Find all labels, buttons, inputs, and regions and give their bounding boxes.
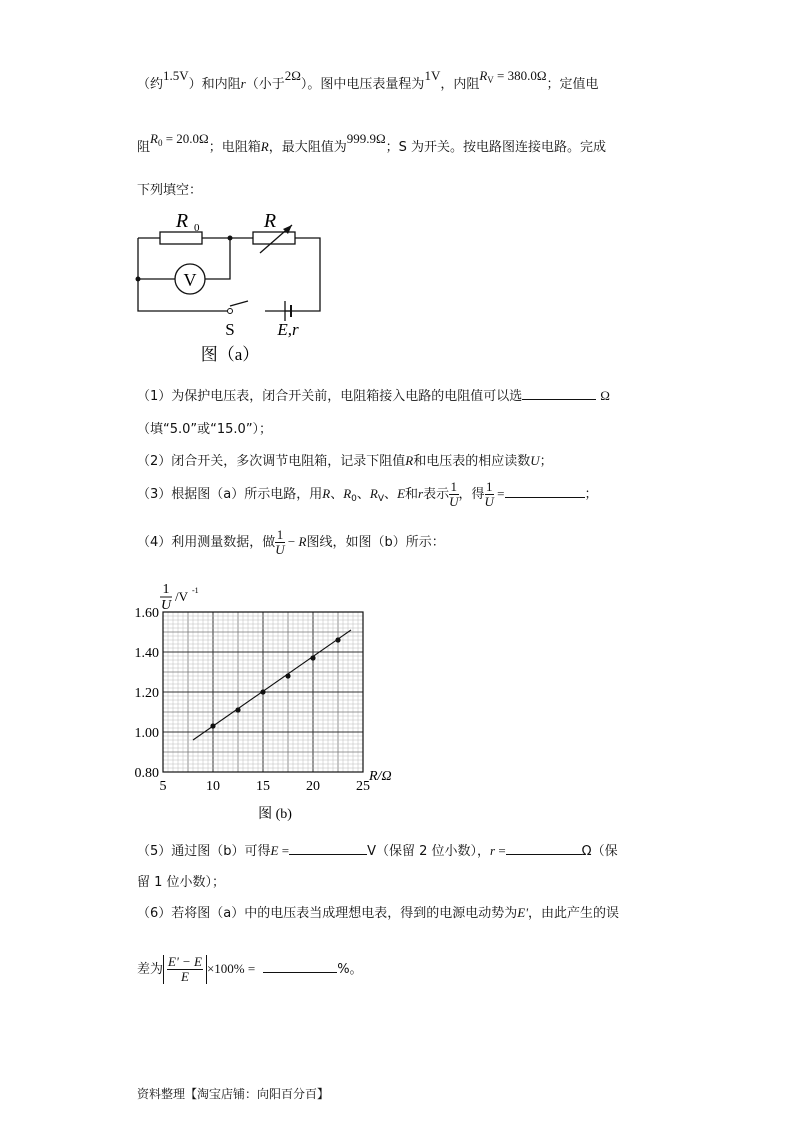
text: （4）利用测量数据，做	[137, 535, 276, 550]
percent-expression: ×100% =	[206, 961, 256, 976]
text: （6）若将图（a）中的电压表当成理想电表，得到的电源电动势为	[137, 906, 518, 921]
subscript: 0	[351, 494, 357, 504]
text: 图线，如图（b）所示：	[306, 535, 445, 550]
x-tick-label: 10	[206, 779, 220, 794]
question-4	[137, 528, 445, 557]
text: ；S 为开关。按电路图连接电路。完成	[385, 140, 607, 155]
text: 、	[384, 487, 398, 502]
x-tick-label: 20	[306, 779, 320, 794]
unit: Ω	[600, 388, 610, 403]
question-6	[137, 902, 619, 921]
text-line-3: 下列填空：	[137, 183, 203, 198]
symbol-r: r	[490, 843, 496, 858]
y-label-numerator: 1	[162, 582, 170, 597]
text: （3）根据图（a）所示电路，用	[137, 487, 323, 502]
label-s: S	[225, 320, 235, 339]
emf-value: 1.5V	[163, 68, 189, 83]
text: ，由此产生的误	[527, 906, 619, 921]
label-er: E,r	[277, 320, 299, 339]
answer-blank-1[interactable]	[522, 387, 596, 400]
symbol-R: R	[405, 453, 414, 468]
data-point	[260, 689, 265, 694]
voltmeter-range: 1V	[424, 68, 441, 83]
equals: =	[493, 486, 505, 501]
resistance-limit: 2Ω	[284, 68, 301, 83]
symbol-R: R	[260, 139, 269, 154]
text: 、	[330, 487, 344, 502]
x-axis-label: R/Ω	[369, 769, 392, 784]
text: 阻	[137, 140, 151, 155]
text: （约	[137, 77, 164, 92]
junction-dot	[136, 277, 141, 282]
resistor-box-r	[253, 232, 295, 244]
text: ，内阻	[440, 77, 480, 92]
answer-blank-r[interactable]	[506, 842, 582, 855]
label-r0-sub: 0	[194, 222, 200, 234]
symbol-r: r	[240, 76, 246, 91]
subscript: V	[487, 75, 494, 85]
equals: =	[495, 843, 506, 858]
rv-value: = 380.0Ω	[493, 68, 547, 83]
question-3	[137, 480, 598, 509]
footer-source: 资料整理【淘宝店铺：向阳百分百】	[137, 1087, 330, 1101]
absolute-value	[163, 955, 207, 984]
y-tick-label: 1.00	[134, 726, 159, 741]
symbol-r0: R	[150, 131, 158, 146]
label-r0: R	[175, 210, 189, 232]
x-tick-label: 15	[256, 779, 270, 794]
answer-blank-e[interactable]	[289, 842, 367, 855]
symbol-U: U	[530, 453, 540, 468]
question-6-formula	[137, 955, 363, 984]
denominator: U	[275, 542, 285, 557]
y-tick-label: 1.40	[134, 646, 159, 661]
switch-terminal	[228, 309, 233, 314]
numerator: 1	[276, 527, 284, 542]
y-tick-label: 0.80	[134, 766, 159, 781]
data-point	[335, 637, 340, 642]
text: ；	[584, 487, 598, 502]
text: ，最大阻值为	[268, 140, 347, 155]
question-5-cont: 留 1 位小数）；	[137, 875, 226, 890]
answer-blank-6[interactable]	[263, 960, 337, 973]
y-label-unit: /V	[175, 589, 188, 604]
text: （2）闭合开关，多次调节电阻箱，记录下阻值	[137, 454, 406, 469]
text: ；	[539, 454, 553, 469]
data-point	[235, 707, 240, 712]
graph-b	[125, 575, 415, 830]
numerator: E' − E	[168, 954, 202, 969]
denominator: U	[449, 494, 459, 509]
text: （1）为保护电压表，闭合开关前，电阻箱接入电路的电阻值可以选	[137, 389, 523, 404]
fit-line	[193, 630, 351, 740]
text-line-1	[137, 68, 599, 92]
y-label-sup: -1	[192, 586, 199, 595]
circuit-diagram	[130, 205, 330, 365]
fraction-1-over-u	[485, 480, 494, 509]
relative-error-fraction	[167, 955, 203, 984]
symbol-RV: R	[369, 486, 378, 501]
x-tick-label: 25	[356, 779, 370, 794]
symbol-R: R	[322, 486, 331, 501]
text: （5）通过图（b）可得	[137, 844, 271, 859]
symbol-rv: R	[479, 68, 488, 83]
denominator: U	[484, 494, 494, 509]
text: 和电压表的相应读数	[413, 454, 531, 469]
text: ，得	[458, 487, 485, 502]
text-line-2	[137, 131, 607, 155]
data-point	[210, 723, 215, 728]
equals: =	[278, 843, 290, 858]
numerator: 1	[450, 479, 458, 494]
symbol-R0: R	[343, 486, 352, 501]
y-tick-label: 1.20	[134, 686, 159, 701]
label-r: R	[263, 210, 277, 232]
text: %。	[337, 962, 363, 977]
question-5	[137, 840, 618, 859]
label-v: V	[183, 270, 197, 290]
question-2	[137, 450, 553, 469]
max-resistance: 999.9Ω	[346, 131, 386, 146]
minus: −	[284, 534, 299, 549]
symbol-E: E	[270, 843, 279, 858]
symbol-R: R	[298, 534, 307, 549]
text: Ω（保	[581, 844, 618, 859]
y-label-denominator: U	[160, 598, 172, 613]
r0-value: = 20.0Ω	[162, 131, 209, 146]
x-tick-label: 5	[159, 779, 167, 794]
fraction-1-over-u	[275, 528, 284, 557]
text: 差为	[137, 962, 164, 977]
chart-caption: 图 (b)	[258, 807, 292, 822]
subscript: V	[377, 494, 385, 504]
denominator: E	[181, 969, 189, 984]
numerator: 1	[485, 479, 493, 494]
text: （小于	[245, 77, 285, 92]
text: ；电阻箱	[208, 140, 261, 155]
text: ）和内阻	[188, 77, 241, 92]
subscript: 0	[157, 138, 163, 148]
text: 和	[405, 487, 419, 502]
text: ；定值电	[546, 77, 599, 92]
answer-blank-3[interactable]	[505, 485, 585, 498]
symbol-r: r	[418, 486, 424, 501]
symbol-E: E	[397, 486, 406, 501]
y-tick-label: 1.60	[134, 606, 159, 621]
text: 、	[356, 487, 370, 502]
symbol-e-prime: E'	[517, 905, 528, 920]
fraction-1-over-u	[449, 480, 458, 509]
question-1	[137, 385, 610, 404]
caption-a: 图（a）	[200, 345, 260, 364]
text: 表示	[423, 487, 450, 502]
text: V（保留 2 位小数），	[367, 844, 491, 859]
question-1-hint: （填“5.0”或“15.0”）；	[137, 422, 273, 437]
data-point	[310, 655, 315, 660]
text: ）。图中电压表量程为	[300, 77, 425, 92]
junction-dot	[228, 236, 233, 241]
data-point	[285, 673, 290, 678]
